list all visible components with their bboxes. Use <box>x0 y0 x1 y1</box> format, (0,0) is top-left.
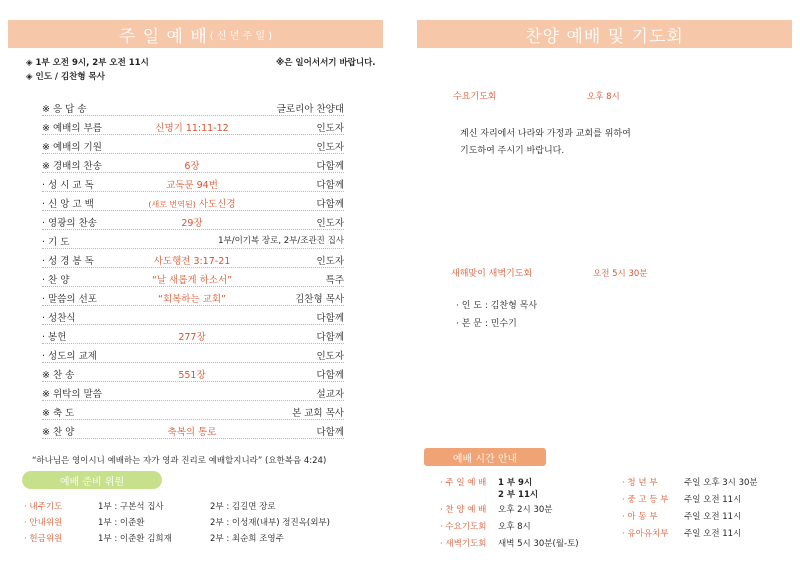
order-item-detail <box>184 158 199 172</box>
committee-p1: 1부 : 이준환 <box>98 518 145 528</box>
order-item-name: · 성 경 봉 독 <box>42 256 94 267</box>
order-item-detail <box>158 291 226 305</box>
order-item-detail-text: 사도행전 3:17-21 <box>153 256 231 267</box>
left-header-title: 주 일 예 배 <box>118 26 208 47</box>
dawn-text: · 본 문 : 민수기 <box>456 319 517 329</box>
schedule-value: 주일 오전 11시 <box>684 512 742 522</box>
order-item-detail-text: 축복의 통로 <box>167 427 217 438</box>
right-header <box>417 20 792 48</box>
schedule-label: · 수요기도회 <box>440 522 487 532</box>
order-row <box>42 422 344 439</box>
schedule-value: 주일 오후 3시 30분 <box>684 478 758 488</box>
service-times <box>26 56 149 68</box>
schedule-label: · 아 동 부 <box>622 512 658 522</box>
order-row <box>42 175 344 192</box>
order-row <box>42 403 344 420</box>
schedule-value: 주일 오전 11시 <box>684 495 742 505</box>
order-row <box>42 327 344 344</box>
schedule-value: 오후 8시 <box>498 522 531 532</box>
order-row <box>42 118 344 135</box>
order-row <box>42 308 344 325</box>
order-row <box>42 365 344 382</box>
dawn-lead: · 인 도 : 김찬형 목사 <box>456 301 538 311</box>
order-item-detail-text: 신명기 11:11-12 <box>155 123 229 134</box>
schedule-value: 1 부 9시 <box>498 478 533 488</box>
committee-role: · 헌금위원 <box>24 534 63 544</box>
order-item-name: · 신 앙 고 백 <box>42 199 94 210</box>
order-item-detail-text: 551장 <box>178 370 206 381</box>
left-header <box>8 20 383 48</box>
order-item-leader: 설교자 <box>316 389 344 400</box>
order-item-leader: 다함께 <box>316 180 344 191</box>
order-item-detail <box>166 177 218 191</box>
committee-role: · 안내위원 <box>24 518 63 528</box>
order-item-detail <box>154 253 231 267</box>
diamond-icon: ◈ <box>26 58 33 68</box>
order-item-name: ※ 축 도 <box>42 408 75 419</box>
order-row <box>42 232 344 249</box>
order-item-name: ※ 찬 송 <box>42 370 75 381</box>
order-row <box>42 99 344 116</box>
schedule-label: · 유아유치부 <box>622 529 669 539</box>
closing-verse: “하나님은 영이시니 예배하는 자가 영과 진리로 예배할지니라” (요한복음 4:24) <box>32 456 327 466</box>
committee-p2: 2부 : 최순희 조영주 <box>210 534 284 544</box>
committee-p2: 2부 : 김길면 장로 <box>210 502 276 512</box>
order-item-detail-text: “날 새롭게 하소서” <box>151 275 233 286</box>
order-item-detail <box>178 329 205 343</box>
order-item-detail <box>152 272 232 286</box>
order-item-name: · 성도의 교제 <box>42 351 97 362</box>
order-item-leader: 김찬형 목사 <box>295 294 344 305</box>
wed-title: 수요기도회 <box>453 92 497 102</box>
committee-p1: 1부 : 구본석 집사 <box>98 502 164 512</box>
order-item-leader: 다함께 <box>316 199 344 210</box>
order-item-name: ※ 예배의 부름 <box>42 123 102 134</box>
schedule-label: · 중 고 등 부 <box>622 495 669 505</box>
order-item-leader: 인도자 <box>316 142 344 153</box>
order-item-detail-text: 교독문 94번 <box>166 180 218 191</box>
diamond-icon: ◈ <box>26 72 33 82</box>
order-item-leader: 인도자 <box>316 351 344 362</box>
order-item-detail-text: “회복하는 교회” <box>158 294 226 305</box>
schedule-value: 새벽 5시 30분(월-토) <box>498 539 579 549</box>
order-row <box>42 251 344 268</box>
order-item-detail-text: 29장 <box>181 218 203 229</box>
order-item-leader: 다함께 <box>316 370 344 381</box>
order-item-detail-note: (새로 번역된) <box>148 200 196 209</box>
wed-text-2: 기도하여 주시기 바랍니다. <box>460 146 565 156</box>
presider-text: 인도 / 김찬형 목사 <box>35 72 105 82</box>
standing-note: ※은 일어서서기 바랍니다. <box>276 58 376 68</box>
order-item-leader: 1부/이기복 장로, 2부/조관진 집사 <box>218 236 344 246</box>
order-item-leader: 인도자 <box>316 123 344 134</box>
wed-time: 오후 8시 <box>587 92 620 102</box>
order-item-leader: 글로리아 찬양대 <box>276 104 344 115</box>
right-header-title: 찬양 예배 및 기도회 <box>525 26 684 47</box>
committee-role: · 내주기도 <box>24 502 63 512</box>
order-item-name: · 성찬식 <box>42 313 76 324</box>
schedule-value: 2 부 11시 <box>498 490 539 500</box>
order-item-leader: 본 교회 목사 <box>292 408 344 419</box>
committee-p2: 2부 : 이성재(내부) 정진옥(외부) <box>210 518 330 528</box>
order-item-name: ※ 위탁의 말씀 <box>42 389 102 400</box>
schedule-label: · 찬 양 예 배 <box>440 505 487 515</box>
order-row <box>42 346 344 363</box>
order-item-leader: 인도자 <box>316 218 344 229</box>
dawn-time: 오전 5시 30분 <box>593 269 648 279</box>
committee-title: 예배 준비 위원 <box>22 471 162 489</box>
order-item-detail <box>181 215 202 229</box>
order-row <box>42 194 344 211</box>
schedule-title: 예배 시간 안내 <box>424 448 546 466</box>
order-item-leader: 다함께 <box>316 332 344 343</box>
order-item-name: ※ 경배의 찬송 <box>42 161 102 172</box>
order-item-detail <box>148 196 235 210</box>
order-item-name: ※ 예배의 기원 <box>42 142 102 153</box>
order-item-detail <box>178 367 205 381</box>
dawn-title: 새해맞이 새벽기도회 <box>451 269 533 279</box>
order-item-name: · 말씀의 선포 <box>42 294 97 305</box>
order-item-name: ※ 응 답 송 <box>42 104 87 115</box>
order-item-leader: 다함께 <box>316 313 344 324</box>
presider-line <box>26 70 105 82</box>
order-item-leader: 인도자 <box>316 256 344 267</box>
order-item-detail-text: 6장 <box>184 161 200 172</box>
order-row <box>42 270 344 287</box>
wed-text-1: 계신 자리에서 나라와 가정과 교회를 위하여 <box>460 129 631 139</box>
order-item-name: ※ 찬 양 <box>42 427 75 438</box>
order-row <box>42 384 344 401</box>
schedule-value: 오후 2시 30분 <box>498 505 553 515</box>
order-item-name: · 찬 양 <box>42 275 70 286</box>
order-item-leader: 다함께 <box>316 161 344 172</box>
order-item-detail <box>155 120 228 134</box>
schedule-label: · 새벽기도회 <box>440 539 487 549</box>
schedule-label: · 청 년 부 <box>622 478 658 488</box>
committee-p1: 1부 : 이준환 김희재 <box>98 534 172 544</box>
order-item-detail-text: 사도신경 <box>198 199 236 210</box>
order-item-leader: 특주 <box>325 275 344 286</box>
left-header-subtitle: ( 신 년 주 일 ) <box>209 30 273 42</box>
schedule-value: 주일 오전 11시 <box>684 529 742 539</box>
schedule-label: · 주 일 예 배 <box>440 478 487 488</box>
service-times-text: 1부 오전 9시, 2부 오전 11시 <box>35 58 149 68</box>
order-item-leader: 다함께 <box>316 427 344 438</box>
order-row <box>42 137 344 154</box>
order-item-detail <box>168 424 217 438</box>
order-item-name: · 성 시 교 독 <box>42 180 94 191</box>
order-item-name: · 기 도 <box>42 237 70 248</box>
order-row <box>42 213 344 230</box>
order-item-detail-text: 277장 <box>178 332 206 343</box>
order-item-name: · 영광의 찬송 <box>42 218 97 229</box>
order-row <box>42 156 344 173</box>
order-row <box>42 289 344 306</box>
order-item-name: · 봉헌 <box>42 332 67 343</box>
